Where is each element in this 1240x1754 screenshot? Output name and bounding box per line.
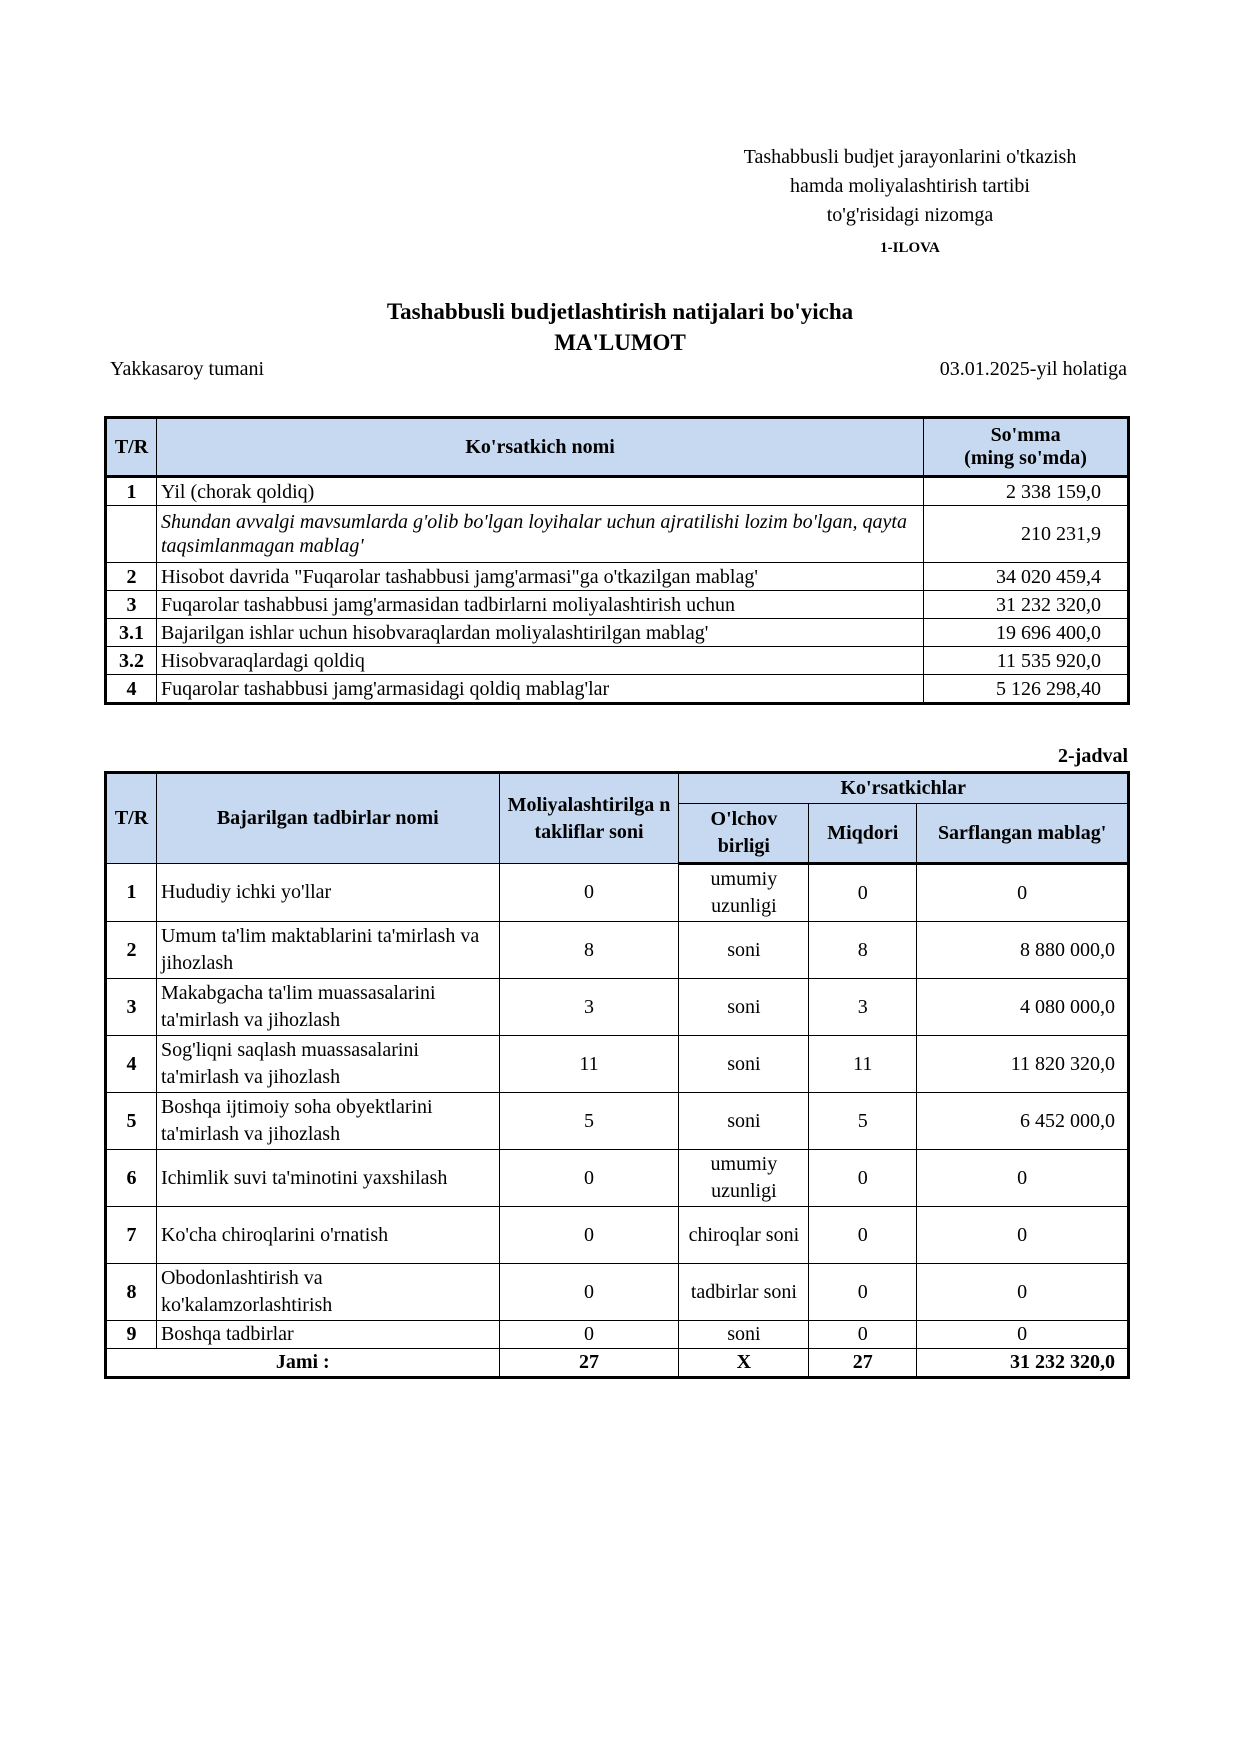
title-line-2: MA'LUMOT [554, 330, 686, 355]
row-spent: 0 [917, 1207, 1128, 1264]
col-header-activity: Bajarilgan tadbirlar nomi [156, 774, 499, 864]
table-row [107, 1150, 1128, 1207]
row-number: 3 [107, 979, 157, 1036]
row-number: 5 [107, 1093, 157, 1150]
appendix-note [700, 143, 1120, 263]
table-row [107, 506, 1128, 563]
row-spent: 6 452 000,0 [917, 1093, 1128, 1150]
table-2-label: 2-jadval [1058, 745, 1128, 767]
row-number: 9 [107, 1321, 157, 1349]
row-quantity: 0 [809, 864, 917, 922]
row-number: 4 [107, 675, 157, 703]
row-number [107, 506, 157, 563]
as-of-date: 03.01.2025-yil holatiga [939, 358, 1127, 380]
row-quantity: 11 [809, 1036, 917, 1093]
col-header-tr: T/R [107, 419, 157, 477]
table-row [107, 1207, 1128, 1264]
col-header-sum [924, 419, 1128, 477]
activities-table-header [107, 774, 1128, 804]
table-row [107, 1036, 1128, 1093]
row-spent: 0 [917, 1321, 1128, 1349]
table-row [107, 1093, 1128, 1150]
row-quantity: 0 [809, 1264, 917, 1321]
table-row [107, 922, 1128, 979]
row-spent: 8 880 000,0 [917, 922, 1128, 979]
table-row [107, 1264, 1128, 1321]
row-unit: tadbirlar soni [679, 1264, 809, 1321]
table-row [107, 675, 1128, 703]
appendix-note-line: Tashabbusli budjet jarayonlarini o'tkazish [743, 146, 1077, 168]
row-unit: soni [679, 1093, 809, 1150]
row-proposals: 0 [499, 1150, 679, 1207]
row-spent: 0 [917, 864, 1128, 922]
appendix-note-line: hamda moliyalashtirish tartibi [790, 175, 1030, 197]
col-header-sum-line1: So'mma [990, 424, 1061, 446]
row-activity: Boshqa tadbirlar [156, 1321, 499, 1349]
total-row [107, 1349, 1128, 1377]
row-activity: Sog'liqni saqlash muassasalarini ta'mirlash va jihozlash [156, 1036, 499, 1093]
row-indicator: Shundan avvalgi mavsumlarda g'olib bo'lgan loyihalar uchun ajratilishi lozim bo'lgan, qayta taqsimlanmagan mablag' [156, 506, 923, 563]
document-title [0, 296, 1240, 358]
row-quantity: 0 [809, 1207, 917, 1264]
row-activity: Hududiy ichki yo'llar [156, 864, 499, 922]
total-quantity: 27 [809, 1349, 917, 1377]
row-number: 4 [107, 1036, 157, 1093]
row-unit: umumiy uzunligi [679, 1150, 809, 1207]
col-header-sum-line2: (ming so'mda) [964, 447, 1087, 469]
activities-table [106, 773, 1128, 1377]
row-proposals: 0 [499, 1321, 679, 1349]
row-sum: 210 231,9 [924, 506, 1128, 563]
row-spent: 11 820 320,0 [917, 1036, 1128, 1093]
row-sum: 31 232 320,0 [924, 591, 1128, 619]
row-activity: Boshqa ijtimoiy soha obyektlarini ta'mirlash va jihozlash [156, 1093, 499, 1150]
row-indicator: Fuqarolar tashabbusi jamg'armasidagi qoldiq mablag'lar [156, 675, 923, 703]
col-header-quantity: Miqdori [809, 804, 917, 864]
col-header-spent: Sarflangan mablag' [917, 804, 1128, 864]
row-quantity: 3 [809, 979, 917, 1036]
total-spent: 31 232 320,0 [917, 1349, 1128, 1377]
row-quantity: 5 [809, 1093, 917, 1150]
table-row [107, 563, 1128, 591]
row-proposals: 5 [499, 1093, 679, 1150]
row-sum: 19 696 400,0 [924, 619, 1128, 647]
row-number: 2 [107, 563, 157, 591]
row-indicator: Hisobvaraqlardagi qoldiq [156, 647, 923, 675]
row-spent: 4 080 000,0 [917, 979, 1128, 1036]
row-number: 3.1 [107, 619, 157, 647]
table-row [107, 591, 1128, 619]
row-activity: Ichimlik suvi ta'minotini yaxshilash [156, 1150, 499, 1207]
row-unit: soni [679, 922, 809, 979]
table-row [107, 647, 1128, 675]
row-quantity: 0 [809, 1150, 917, 1207]
row-unit: soni [679, 979, 809, 1036]
district-name: Yakkasaroy tumani [110, 358, 265, 380]
total-unit: X [679, 1349, 809, 1377]
row-number: 8 [107, 1264, 157, 1321]
row-sum: 2 338 159,0 [924, 477, 1128, 506]
row-quantity: 8 [809, 922, 917, 979]
table-row [107, 864, 1128, 922]
row-number: 3.2 [107, 647, 157, 675]
row-unit: umumiy uzunligi [679, 864, 809, 922]
row-sum: 34 020 459,4 [924, 563, 1128, 591]
appendix-note-line: to'g'risidagi nizomga [826, 204, 994, 226]
row-spent: 0 [917, 1264, 1128, 1321]
row-proposals: 8 [499, 922, 679, 979]
row-number: 1 [107, 864, 157, 922]
row-proposals: 0 [499, 1207, 679, 1264]
table-row [107, 979, 1128, 1036]
row-indicator: Bajarilgan ishlar uchun hisobvaraqlardan moliyalashtirilgan mablag' [156, 619, 923, 647]
col-header-proposals: Moliyalashtirilga n takliflar soni [499, 774, 679, 864]
row-activity: Ko'cha chiroqlarini o'rnatish [156, 1207, 499, 1264]
row-number: 1 [107, 477, 157, 506]
row-quantity: 0 [809, 1321, 917, 1349]
row-proposals: 0 [499, 864, 679, 922]
row-spent: 0 [917, 1150, 1128, 1207]
summary-table [106, 418, 1128, 703]
row-proposals: 11 [499, 1036, 679, 1093]
row-proposals: 3 [499, 979, 679, 1036]
total-proposals: 27 [499, 1349, 679, 1377]
title-line-1: Tashabbusli budjetlashtirish natijalari bo'yicha [386, 299, 854, 324]
table-row [107, 1321, 1128, 1349]
col-header-indicator: Ko'rsatkich nomi [156, 419, 923, 477]
row-activity: Makabgacha ta'lim muassasalarini ta'mirlash va jihozlash [156, 979, 499, 1036]
row-number: 6 [107, 1150, 157, 1207]
row-activity: Umum ta'lim maktablarini ta'mirlash va jihozlash [156, 922, 499, 979]
row-number: 3 [107, 591, 157, 619]
row-proposals: 0 [499, 1264, 679, 1321]
row-number: 2 [107, 922, 157, 979]
row-unit: soni [679, 1321, 809, 1349]
row-number: 7 [107, 1207, 157, 1264]
row-unit: chiroqlar soni [679, 1207, 809, 1264]
row-indicator: Yil (chorak qoldiq) [156, 477, 923, 506]
row-unit: soni [679, 1036, 809, 1093]
table-row [107, 477, 1128, 506]
col-header-indicators-group: Ko'rsatkichlar [679, 774, 1128, 804]
row-sum: 11 535 920,0 [924, 647, 1128, 675]
row-activity: Obodonlashtirish va ko'kalamzorlashtirish [156, 1264, 499, 1321]
appendix-number: 1-ILOVA [880, 240, 940, 256]
col-header-unit: O'lchov birligi [679, 804, 809, 864]
row-sum: 5 126 298,40 [924, 675, 1128, 703]
row-indicator: Hisobot davrida "Fuqarolar tashabbusi jamg'armasi"ga o'tkazilgan mablag' [156, 563, 923, 591]
summary-table-header [107, 419, 1128, 477]
total-label: Jami : [107, 1349, 500, 1377]
row-indicator: Fuqarolar tashabbusi jamg'armasidan tadbirlarni moliyalashtirish uchun [156, 591, 923, 619]
table-row [107, 619, 1128, 647]
col-header-tr: T/R [107, 774, 157, 864]
